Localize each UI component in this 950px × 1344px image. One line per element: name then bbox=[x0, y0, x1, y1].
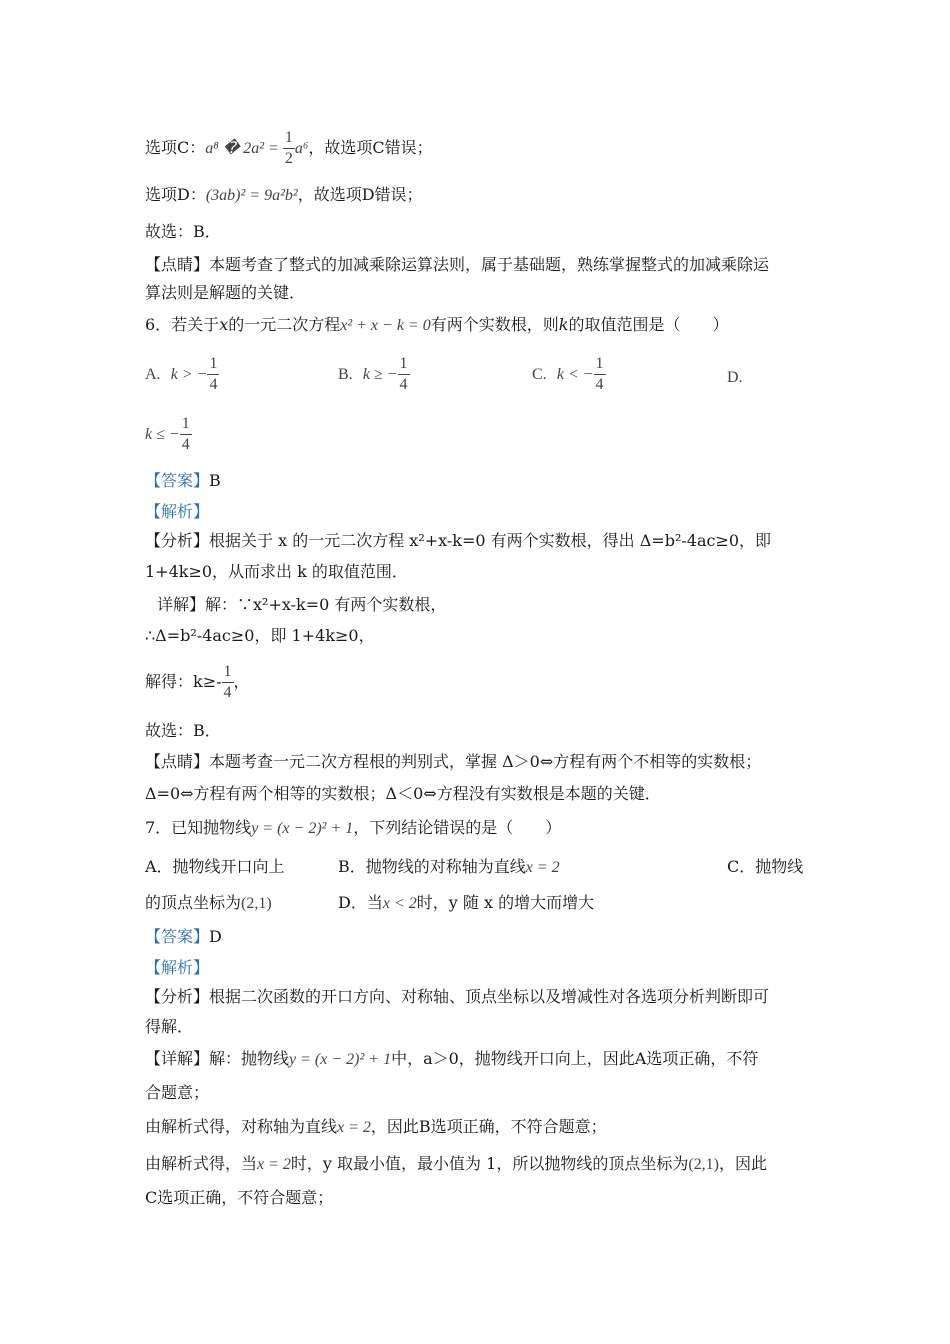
q6-answer: 【答案】B bbox=[145, 471, 221, 490]
q6-fenxi-1: 【分析】根据关于 x 的一元二次方程 x²+x-k=0 有两个实数根，得出 Δ=b²-4ac≥0，即 bbox=[145, 531, 772, 550]
q7-detail-1: 【详解】解：抛物线y = (x − 2)² + 1中，a＞0，抛物线开口向上，因此A选项正确，不符 bbox=[145, 1049, 759, 1068]
q7-fenxi-2: 得解． bbox=[145, 1017, 194, 1036]
q6-detail-1: 详解】解：∵x²+x-k=0 有两个实数根， bbox=[157, 595, 447, 614]
q7-option-c-1: C．抛物线 bbox=[727, 857, 804, 876]
q7-line-b: 由解析式得，对称轴为直线x = 2，因此B选项正确，不符合题意； bbox=[145, 1117, 607, 1136]
q7-option-a: A．抛物线开口向上 bbox=[145, 857, 285, 876]
dianjing-1b: 算法则是解题的关键． bbox=[145, 283, 306, 302]
q6-dianjing-1: 【点睛】本题考查一元二次方程根的判别式，掌握 Δ＞0⇔方程有两个不相等的实数根； bbox=[145, 752, 762, 771]
q6-solve: 解得：k≥- $\frac{1}{4}$ ， bbox=[145, 663, 250, 701]
option-c-line: 选项C：a⁸ � 2a² = $\frac{1}{2}$ a⁶，故选项C错误； bbox=[145, 129, 433, 167]
option-d-line: 选项D：(3ab)² = 9a²b²，故选项D错误； bbox=[145, 185, 423, 204]
q7-answer: 【答案】D bbox=[145, 927, 222, 946]
q6-jiexi: 【解析】 bbox=[145, 502, 210, 521]
q6-option-d-expr: k ≤ − $\frac{1}{4}$ bbox=[145, 415, 190, 453]
q7-stem: 7．已知抛物线y = (x − 2)² + 1，下列结论错误的是（ ） bbox=[145, 818, 562, 837]
q7-option-c-2: 的顶点坐标为(2,1) bbox=[145, 893, 272, 912]
q6-stem: 6．若关于x的一元二次方程x² + x − k = 0有两个实数根，则k的取值范围是（ ） bbox=[145, 315, 729, 334]
q6-option-d-label: D. bbox=[727, 369, 743, 386]
q6-option-a: A. k > − $\frac{1}{4}$ bbox=[145, 355, 218, 393]
q7-detail-2: 合题意； bbox=[145, 1083, 210, 1102]
q7-fenxi-1: 【分析】根据二次函数的开口方向、对称轴、顶点坐标以及增减性对各选项分析判断即可 bbox=[145, 987, 770, 1006]
q6-fenxi-2: 1+4k≥0，从而求出 k 的取值范围． bbox=[145, 562, 408, 581]
q7-jiexi: 【解析】 bbox=[145, 958, 210, 977]
q7-option-b: B．抛物线的对称轴为直线x = 2 bbox=[338, 857, 560, 876]
fraction: $\frac{1}{2}$ bbox=[284, 129, 293, 167]
q7-option-d: D．当x < 2时，y 随 x 的增大而增大 bbox=[338, 893, 595, 912]
q6-option-b: B. k ≥ − $\frac{1}{4}$ bbox=[338, 355, 408, 393]
choose-line: 故选：B． bbox=[145, 222, 221, 241]
q7-line-c-2: C选项正确，不符合题意； bbox=[145, 1188, 334, 1207]
q6-choose: 故选：B． bbox=[145, 721, 221, 740]
q7-line-c: 由解析式得，当x = 2时，y 取最小值，最小值为 1，所以抛物线的顶点坐标为(2,1)，因此 bbox=[145, 1154, 767, 1173]
q6-option-c: C. k < − $\frac{1}{4}$ bbox=[532, 355, 604, 393]
q6-dianjing-2: Δ=0⇔方程有两个相等的实数根；Δ＜0⇔方程没有实数根是本题的关键． bbox=[145, 784, 661, 803]
q6-detail-2: ∴Δ=b²-4ac≥0，即 1+4k≥0， bbox=[145, 626, 375, 645]
dianjing-1: 【点睛】本题考查了整式的加减乘除运算法则，属于基础题，熟练掌握整式的加减乘除运 bbox=[145, 255, 770, 274]
